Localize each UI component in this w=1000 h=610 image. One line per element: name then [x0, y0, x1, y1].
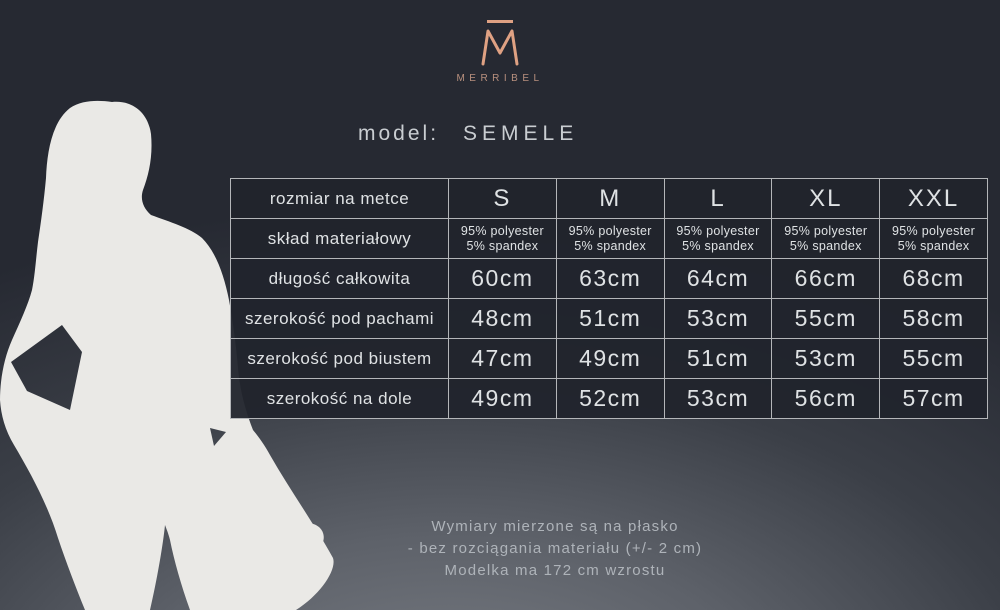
logo-macron-bar-icon: [487, 20, 513, 23]
composition-cell: 95% polyester 5% spandex: [772, 219, 880, 259]
measurement-value: 55cm: [880, 339, 988, 379]
measurement-value: 55cm: [772, 299, 880, 339]
table-corner-label: rozmiar na metce: [231, 179, 449, 219]
measurement-value: 49cm: [449, 379, 557, 419]
measurement-value: 51cm: [664, 339, 772, 379]
measurement-value: 53cm: [664, 299, 772, 339]
size-header-xl: XL: [772, 179, 880, 219]
measurement-row-underbust-width: [231, 339, 988, 379]
measurement-value: 56cm: [772, 379, 880, 419]
composition-cell: 95% polyester 5% spandex: [556, 219, 664, 259]
footnote-line-2: - bez rozciągania materiału (+/- 2 cm): [407, 540, 703, 557]
measurement-row-label: szerokość na dole: [231, 379, 449, 419]
composition-row-label: skład materiałowy: [231, 219, 449, 259]
model-value: SEMELE: [463, 122, 579, 145]
measurement-value: 60cm: [449, 259, 557, 299]
size-header-l: L: [664, 179, 772, 219]
composition-cell: 95% polyester 5% spandex: [880, 219, 988, 259]
table-header-row: [231, 179, 988, 219]
model-label: model:: [358, 122, 440, 145]
size-header-m: M: [556, 179, 664, 219]
measurement-row-underarm-width: [231, 299, 988, 339]
measurement-value: 48cm: [449, 299, 557, 339]
measurement-value: 64cm: [664, 259, 772, 299]
footnote-line-3: Modelka ma 172 cm wzrostu: [444, 562, 666, 579]
measurement-value: 52cm: [556, 379, 664, 419]
measurement-value: 68cm: [880, 259, 988, 299]
measurement-value: 58cm: [880, 299, 988, 339]
measurement-row-label: szerokość pod pachami: [231, 299, 449, 339]
measurement-value: 57cm: [880, 379, 988, 419]
measurement-value: 63cm: [556, 259, 664, 299]
brand-logo: [430, 20, 570, 84]
size-table: [230, 178, 988, 419]
size-header-s: S: [449, 179, 557, 219]
model-name-line: [358, 122, 578, 146]
measurement-row-label: szerokość pod biustem: [231, 339, 449, 379]
composition-row: [231, 219, 988, 259]
footnote-line-1: Wymiary mierzone są na płasko: [431, 518, 679, 535]
measurement-value: 47cm: [449, 339, 557, 379]
measurement-value: 66cm: [772, 259, 880, 299]
composition-cell: 95% polyester 5% spandex: [664, 219, 772, 259]
measurement-value: 53cm: [664, 379, 772, 419]
brand-name: MERRIBEL: [456, 73, 544, 84]
measurement-value: 53cm: [772, 339, 880, 379]
measurement-value: 51cm: [556, 299, 664, 339]
measurement-row-bottom-width: [231, 379, 988, 419]
measurement-row-total-length: [231, 259, 988, 299]
logo-m-icon: [480, 28, 520, 67]
measurement-row-label: długość całkowita: [231, 259, 449, 299]
measurement-footnote: [305, 516, 805, 582]
composition-cell: 95% polyester 5% spandex: [449, 219, 557, 259]
measurement-value: 49cm: [556, 339, 664, 379]
size-header-xxl: XXL: [880, 179, 988, 219]
